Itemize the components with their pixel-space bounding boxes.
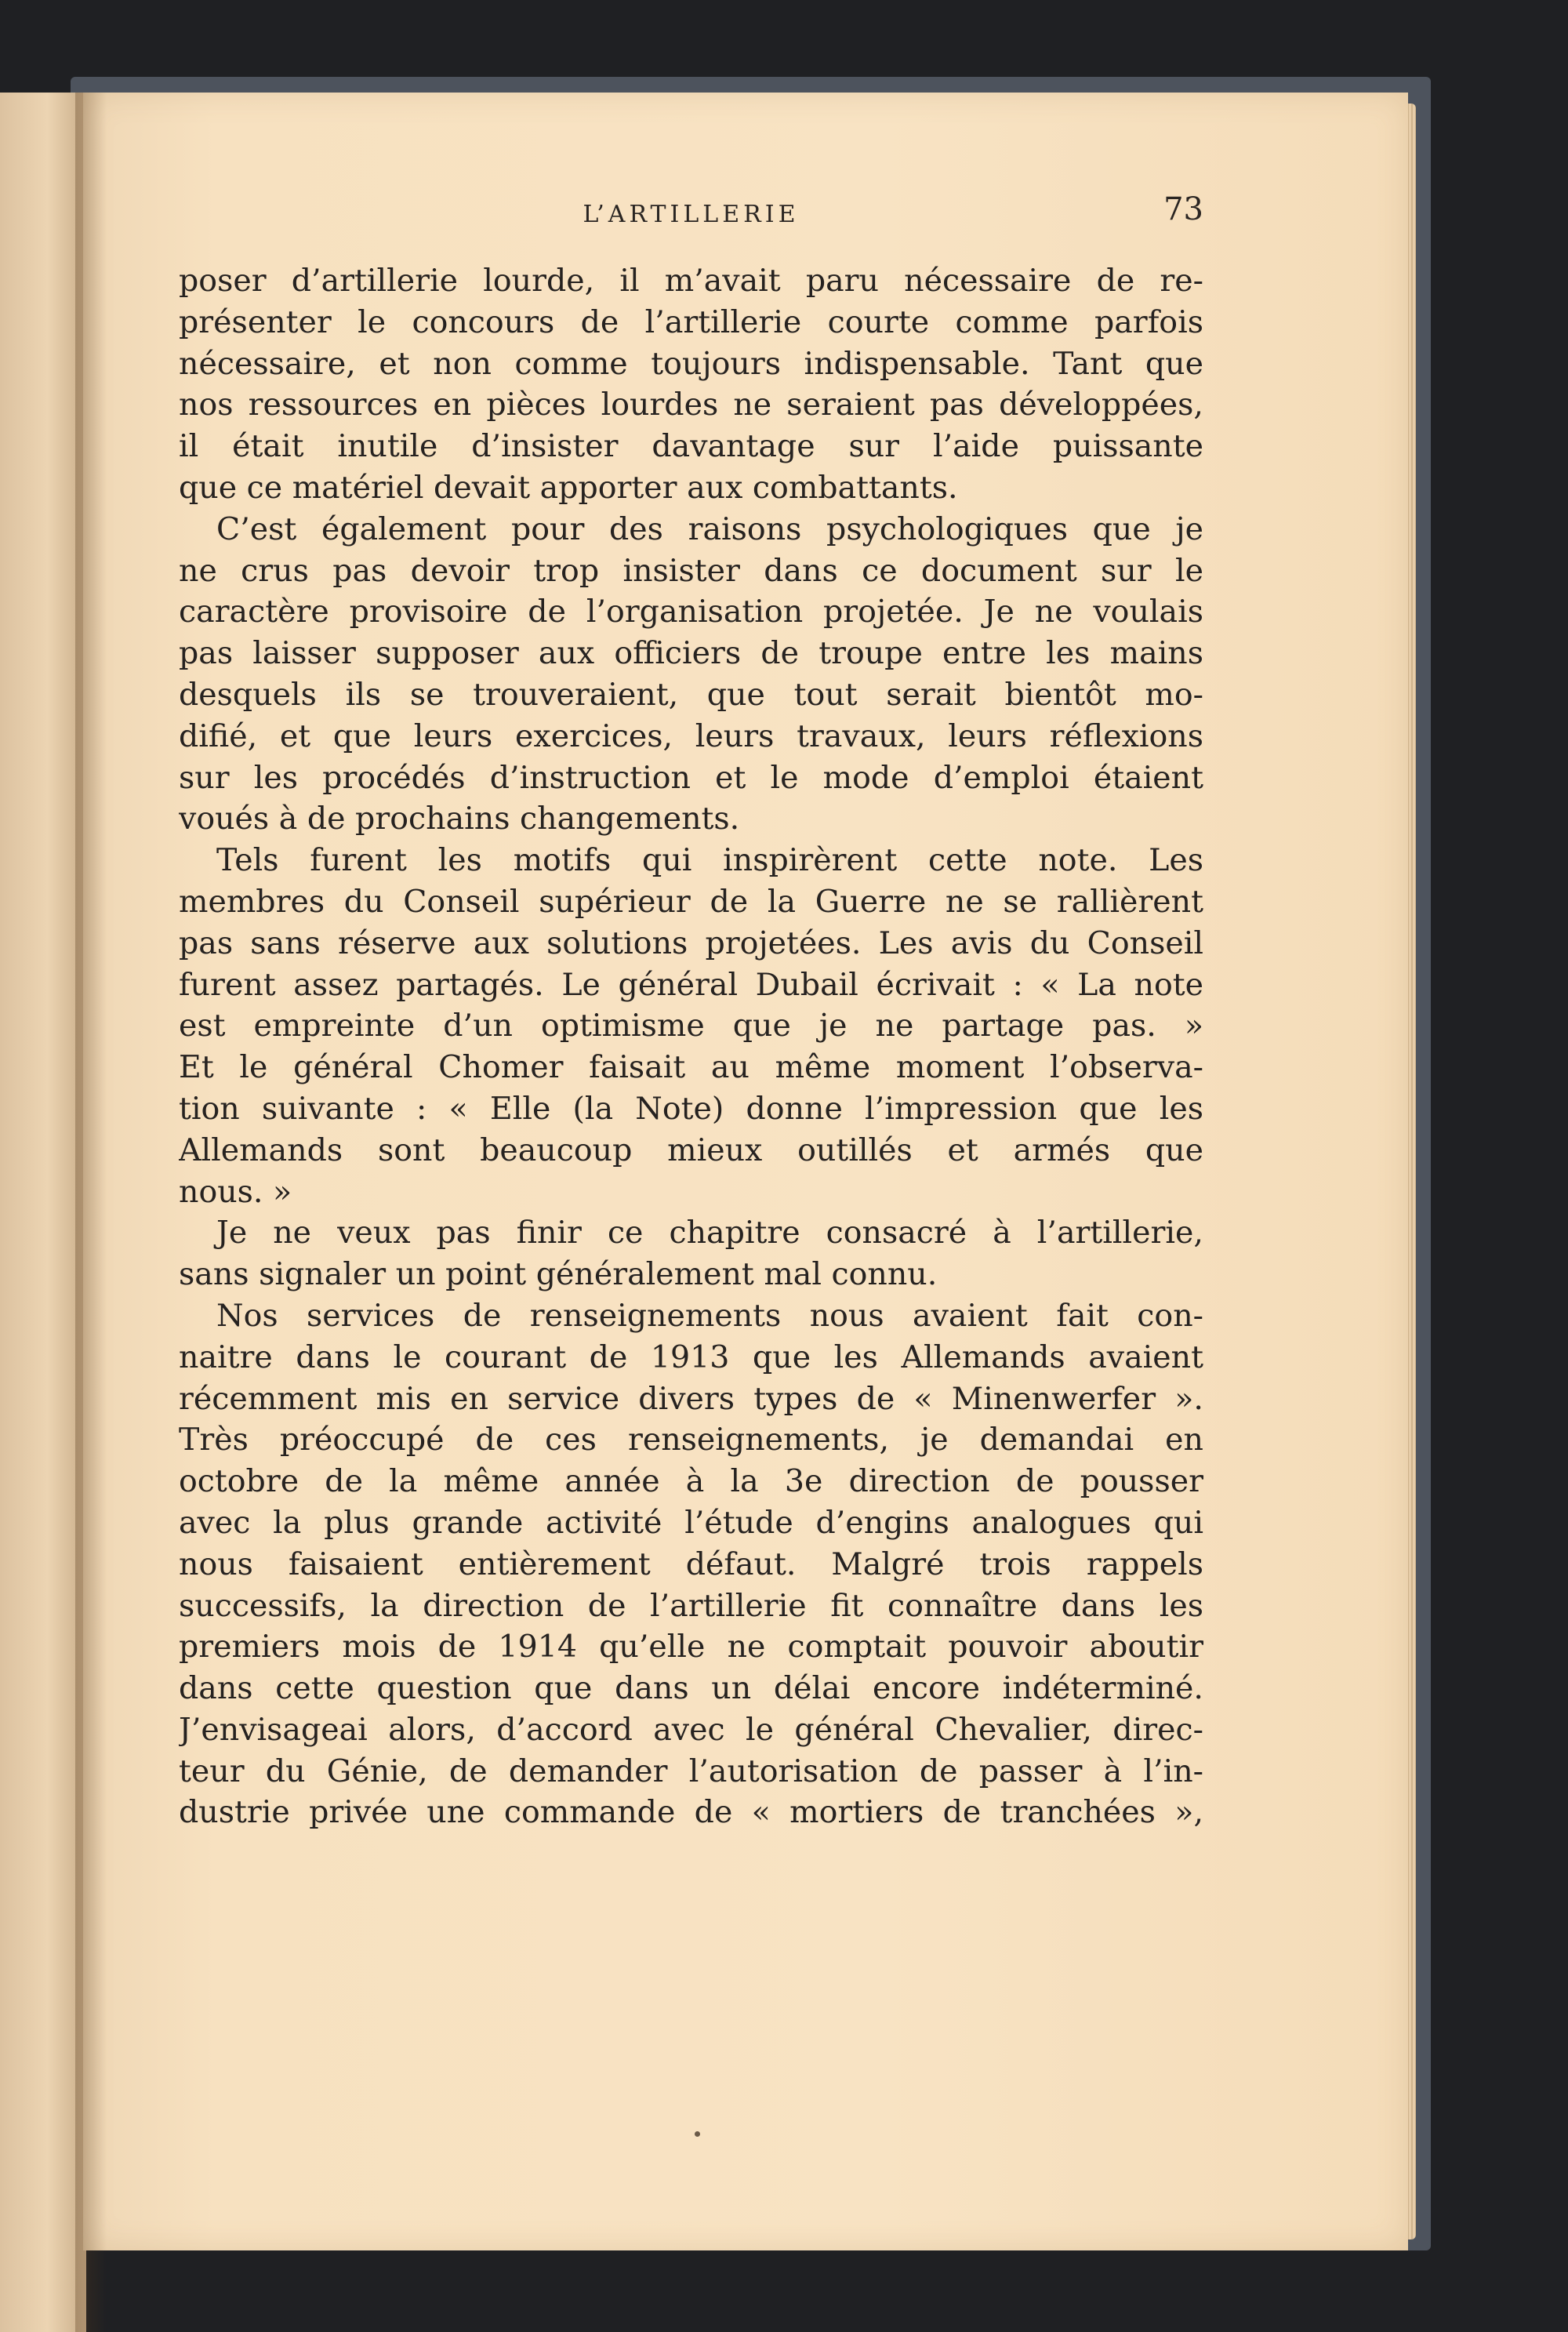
text-line: desquels ils se trouveraient, que tout serait bientôt mo-: [179, 676, 1203, 713]
text-line: voués à de prochains changements.: [179, 801, 740, 837]
text-line: Très préoccupé de ces renseignements, je demandai en: [179, 1422, 1203, 1458]
body-text: [179, 260, 1203, 1833]
text-line: nous faisaient entièrement défaut. Malgré trois rappels: [179, 1546, 1203, 1582]
text-line: que ce matériel devait apporter aux combattants.: [179, 469, 958, 506]
text-line: premiers mois de 1914 qu’elle ne comptait pouvoir aboutir: [179, 1629, 1203, 1665]
text-line: successifs, la direction de l’artillerie fit connaître dans les: [179, 1587, 1203, 1624]
text-line: teur du Génie, de demander l’autorisation de passer à l’in-: [179, 1753, 1203, 1789]
ink-speck: [695, 2131, 700, 2137]
text-line: nos ressources en pièces lourdes ne seraient pas développées,: [179, 387, 1203, 423]
text-line: ne crus pas devoir trop insister dans ce document sur le: [179, 552, 1203, 589]
text-line: nous. »: [179, 1173, 292, 1210]
text-line: caractère provisoire de l’organisation projetée. Je ne voulais: [179, 594, 1203, 630]
text-line: dans cette question que dans un délai encore indéterminé.: [179, 1670, 1203, 1707]
text-line: Tels furent les motifs qui inspirèrent cette note. Les: [216, 842, 1203, 879]
text-line: C’est également pour des raisons psychologiques que je: [216, 510, 1203, 547]
running-title: L’ARTILLERIE: [583, 201, 800, 228]
text-line: poser d’artillerie lourde, il m’avait paru nécessaire de re-: [179, 263, 1203, 299]
book-gutter: [75, 93, 107, 2332]
text-line: Nos services de renseignements nous avaient fait con-: [216, 1297, 1203, 1334]
text-line: nécessaire, et non comme toujours indispensable. Tant que: [179, 345, 1203, 382]
text-line: octobre de la même année à la 3e direction de pousser: [179, 1463, 1203, 1500]
text-line: furent assez partagés. Le général Dubail écrivait : « La note: [179, 966, 1203, 1003]
text-line: est empreinte d’un optimisme que je ne partage pas. »: [179, 1008, 1203, 1044]
text-line: tion suivante : « Elle (la Note) donne l’impression que les: [179, 1090, 1203, 1127]
text-line: J’envisageai alors, d’accord avec le général Chevalier, direc-: [179, 1711, 1203, 1748]
text-line: Je ne veux pas finir ce chapitre consacré à l’artillerie,: [216, 1215, 1203, 1251]
text-line: Allemands sont beaucoup mieux outillés et armés que: [179, 1131, 1203, 1168]
previous-page-edge: [0, 93, 86, 2332]
page-number: 73: [1163, 191, 1203, 227]
text-line: dustrie privée une commande de « mortiers de tranchées »,: [179, 1794, 1203, 1831]
text-line: Et le général Chomer faisait au même moment l’observa-: [179, 1049, 1203, 1086]
text-line: récemment mis en service divers types de « Minenwerfer ».: [179, 1380, 1203, 1417]
text-line: sur les procédés d’instruction et le mode d’emploi étaient: [179, 759, 1203, 796]
text-line: membres du Conseil supérieur de la Guerre ne se rallièrent: [179, 883, 1203, 920]
text-line: naitre dans le courant de 1913 que les Allemands avaient: [179, 1339, 1203, 1375]
page-header: [179, 191, 1203, 238]
text-line: pas laisser supposer aux officiers de troupe entre les mains: [179, 635, 1203, 672]
text-line: il était inutile d’insister davantage sur l’aide puissante: [179, 428, 1203, 465]
text-line: sans signaler un point généralement mal connu.: [179, 1256, 938, 1293]
text-line: pas sans réserve aux solutions projetées. Les avis du Conseil: [179, 924, 1203, 961]
text-line: présenter le concours de l’artillerie courte comme parfois: [179, 303, 1203, 340]
text-line: difié, et que leurs exercices, leurs travaux, leurs réflexions: [179, 717, 1203, 754]
text-line: avec la plus grande activité l’étude d’engins analogues qui: [179, 1504, 1203, 1541]
